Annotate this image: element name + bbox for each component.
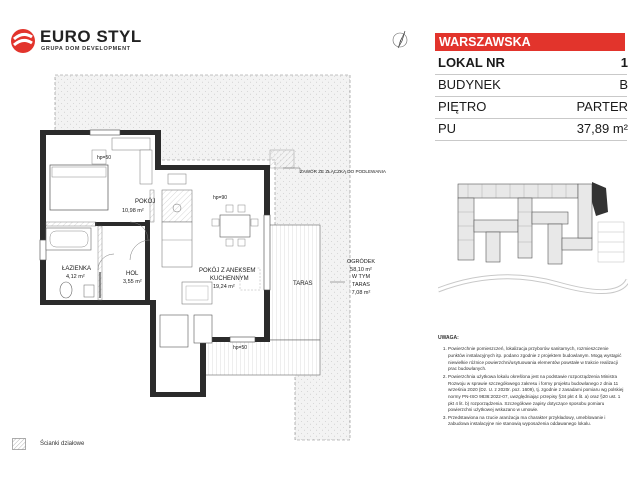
room-kuchnia-name-2: KUCHENNYM <box>210 276 249 282</box>
info-value: PARTER <box>576 99 628 114</box>
room-lazienka-name: ŁAZIENKA <box>62 266 92 272</box>
notes-section <box>438 335 626 429</box>
info-row-lokal <box>438 52 628 74</box>
info-value: B <box>619 77 628 92</box>
info-value: 37,89 m² <box>576 121 628 136</box>
room-hol-name: HOL <box>126 271 139 277</box>
info-label: LOKAL NR <box>438 55 505 70</box>
garden-info-line: TARAS <box>352 282 370 289</box>
key-plan-map <box>438 172 628 317</box>
hp-label-2: hp=90 <box>213 195 228 201</box>
note-item: 1. Powierzchnie pomieszczeń, lokalizacja przyborów sanitarnych, rozmieszczenie punktów instalacyjnych itp. podano zgodnie z projektem budowlanym. Mogą wystąpić niewielkie różnice powierzchni/usytuowania elementów powstałe w trakcie realizacji prac budowlanych. <box>448 346 626 373</box>
note-item: 3. Przedstawiona na rzucie aranżacja ma charakter przykładowy, umeblowanie i zabudowa instalacyjne nie stanowią wyposażenia oddawanego lokalu. <box>448 415 626 428</box>
hp-label-3: hp=50 <box>233 345 248 351</box>
notes-heading: UWAGA: <box>438 335 459 341</box>
info-label: BUDYNEK <box>438 77 501 92</box>
garden-info-line: 58,10 m² <box>350 266 372 273</box>
terrace-label: TARAS <box>293 281 313 287</box>
hatch-legend-icon <box>12 438 26 450</box>
room-kuchnia-area: 19,24 m² <box>213 284 235 290</box>
room-hol-area: 3,55 m² <box>123 279 142 285</box>
brand-name: EURO STYL <box>40 27 142 46</box>
hp-label-1: hp=50 <box>97 155 112 161</box>
room-kuchnia-name-1: POKÓJ Z ANEKSEM <box>199 268 256 274</box>
note-item: 2. Powierzchnia użytkowa lokalu określona jest na podstawie rozporządzenia Ministra Rozwoju w sprawie szczegółowego zakresu i formy projektu budowlanego z dnia 11 września 2020 (Dz. U. z 2020r. poz. 1609), tj. zgodnie z zasadami pomiaru wg polskiej normy PN-ISO 9836:2022-07, uwzględniając przepisy §34 pkt 4 lit. a) oraz §20 ust. 1 pkt 4 lit. b) rozporządzenia. Szczegółowe zapisy dotyczące sposobu pomiaru powierzchni użytkowej wskazano w umowie. <box>448 374 626 414</box>
garden-info-line: OGRÓDEK <box>346 259 376 265</box>
info-row-budynek <box>438 74 628 96</box>
garden-info <box>346 259 376 297</box>
info-row-pietro <box>438 96 628 118</box>
info-value: 1 <box>620 55 628 70</box>
garden-info-line: W TYM <box>351 274 371 281</box>
room-pokoj-area: 10,98 m² <box>122 208 144 214</box>
garden-info-line: 7,08 m² <box>351 289 371 296</box>
info-label: PU <box>438 121 457 136</box>
room-lazienka-area: 4,12 m² <box>66 274 85 280</box>
legend-label: Ścianki działowe <box>40 441 85 447</box>
room-pokoj-name: POKÓJ <box>135 199 156 205</box>
valve-note: ZAWÓR ZE ZŁĄCZKĄ DO PODLEWANIA <box>300 169 386 174</box>
divider <box>435 140 627 141</box>
info-label: PIĘTRO <box>438 99 487 114</box>
brand-tagline: GRUPA DOM DEVELOPMENT <box>41 46 131 52</box>
investment-title: WARSZAWSKA <box>435 33 625 51</box>
info-row-pu <box>438 118 628 140</box>
